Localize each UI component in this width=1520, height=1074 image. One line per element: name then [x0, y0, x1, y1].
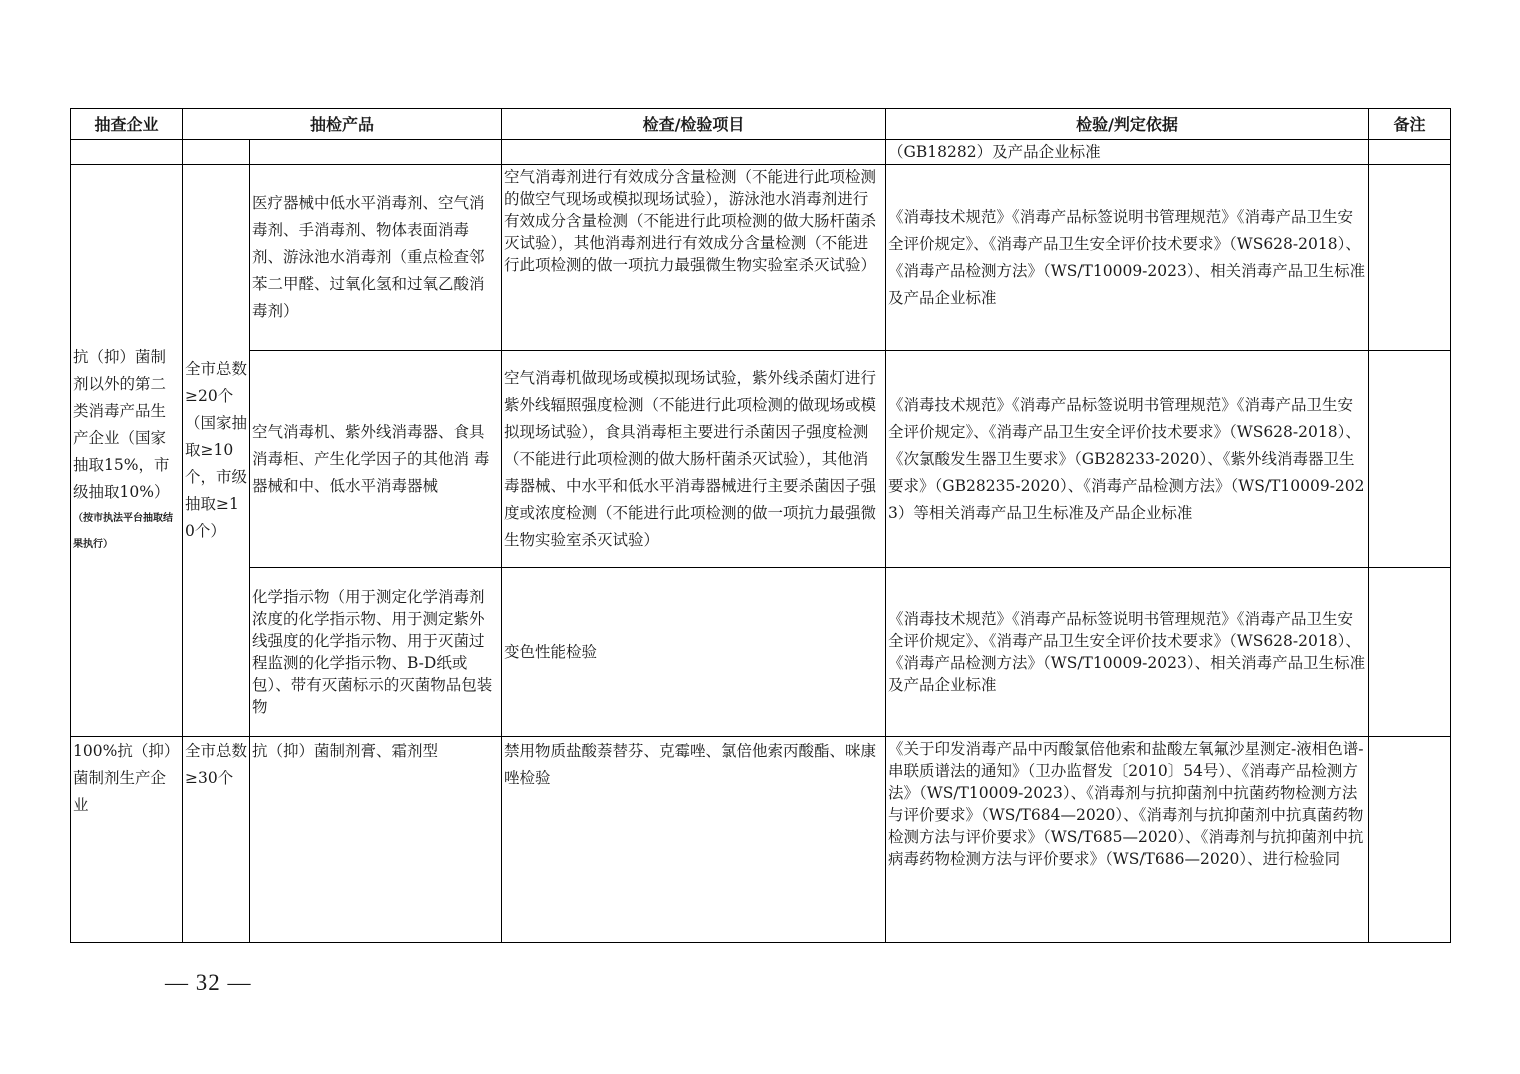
group1-company-cell — [71, 165, 183, 737]
group2-company: 100%抗（抑）菌制剂生产企业 — [71, 737, 183, 943]
inspection-table — [70, 108, 1451, 943]
table-row — [71, 737, 1451, 943]
group2-basis: 《关于印发消毒产品中丙酸氯倍他索和盐酸左氧氟沙星测定-液相色谱-串联质谱法的通知》（卫办监督发〔2010〕54号）、《消毒产品检测方法》（WS/T10009-2023）、《消毒剂与抗抑菌剂中抗菌药物检测方法与评价要求》（WS/T684—2020）、《消毒剂与抗抑菌剂中抗真菌药物检测方法与评价要求》（WS/T685—2020）、《消毒剂与抗抑菌剂中抗病毒药物检测方法与评价要求》（WS/T686—2020）、进行检验同 — [886, 737, 1369, 943]
row3-basis: 《消毒技术规范》《消毒产品标签说明书管理规范》《消毒产品卫生安全评价规定》、《消毒产品卫生安全评价技术要求》（WS628-2018）、《消毒产品检测方法》（WS/T10009-2023）、相关消毒产品卫生标准及产品企业标准 — [886, 568, 1369, 737]
page-number: — 32 — — [165, 970, 252, 995]
group1-company-note: （按市执法平台抽取结果执行） — [73, 512, 173, 550]
row1-remarks — [1369, 165, 1451, 351]
group2-product: 抗（抑）菌制剂膏、霜剂型 — [250, 737, 502, 943]
row1-basis: 《消毒技术规范》《消毒产品标签说明书管理规范》《消毒产品卫生安全评价规定》、《消毒产品卫生安全评价技术要求》（WS628-2018）、《消毒产品检测方法》（WS/T10009-2023）、相关消毒产品卫生标准及产品企业标准 — [886, 165, 1369, 351]
header-row — [71, 109, 1451, 140]
group2-remarks — [1369, 737, 1451, 943]
table-row — [71, 568, 1451, 737]
cont-company-cell — [71, 140, 183, 165]
group2-items: 禁用物质盐酸萘替芬、克霉唑、氯倍他索丙酸酯、咪康唑检验 — [502, 737, 886, 943]
row2-basis: 《消毒技术规范》《消毒产品标签说明书管理规范》《消毒产品卫生安全评价规定》、《消毒产品卫生安全评价技术要求》（WS628-2018）、《次氯酸发生器卫生要求》（GB28233-2020）、《紫外线消毒器卫生要求》（GB28235-2020）、《消毒产品检测方法》（WS/T10009-2023）等相关消毒产品卫生标准及产品企业标准 — [886, 351, 1369, 568]
group1-scope: 全市总数≥20个（国家抽取≥10个，市级抽取≥10个） — [183, 165, 250, 737]
group1-company: 抗（抑）菌制剂以外的第二类消毒产品生产企业（国家抽取15%，市级抽取10%） — [73, 347, 170, 501]
row3-remarks — [1369, 568, 1451, 737]
header-items: 检查/检验项目 — [502, 109, 886, 140]
continuation-row — [71, 140, 1451, 165]
row3-product: 化学指示物（用于测定化学消毒剂浓度的化学指示物、用于测定紫外线强度的化学指示物、用于灭菌过程监测的化学指示物、B-D纸或包）、带有灭菌标示的灭菌物品包装物 — [250, 568, 502, 737]
row2-items: 空气消毒机做现场或模拟现场试验，紫外线杀菌灯进行紫外线辐照强度检测（不能进行此项检测的做现场或模拟现场试验），食具消毒柜主要进行杀菌因子强度检测（不能进行此项检测的做大肠杆菌杀灭试验），其他消毒器械、中水平和低水平消毒器械进行主要杀菌因子强度或浓度检测（不能进行此项检测的做一项抗力最强微生物实验室杀灭试验） — [502, 351, 886, 568]
cont-remarks-cell — [1369, 140, 1451, 165]
cont-scope-cell — [183, 140, 250, 165]
cont-product-cell — [250, 140, 502, 165]
header-product: 抽检产品 — [183, 109, 502, 140]
row3-items: 变色性能检验 — [502, 568, 886, 737]
table-row — [71, 165, 1451, 351]
header-basis: 检验/判定依据 — [886, 109, 1369, 140]
table-row — [71, 351, 1451, 568]
header-remarks: 备注 — [1369, 109, 1451, 140]
row2-product: 空气消毒机、紫外线消毒器、食具消毒柜、产生化学因子的其他消 毒器械和中、低水平消毒器械 — [250, 351, 502, 568]
row1-product: 医疗器械中低水平消毒剂、空气消毒剂、手消毒剂、物体表面消毒剂、游泳池水消毒剂（重点检查邻苯二甲醛、过氧化氢和过氧乙酸消毒剂） — [250, 165, 502, 351]
cont-items-cell — [502, 140, 886, 165]
header-company: 抽查企业 — [71, 109, 183, 140]
row1-items: 空气消毒剂进行有效成分含量检测（不能进行此项检测的做空气现场或模拟现场试验），游泳池水消毒剂进行有效成分含量检测（不能进行此项检测的做大肠杆菌杀灭试验），其他消毒剂进行有效成分含量检测（不能进行此项检测的做一项抗力最强微生物实验室杀灭试验） — [502, 165, 886, 351]
cont-basis-cell: （GB18282）及产品企业标准 — [886, 140, 1369, 165]
row2-remarks — [1369, 351, 1451, 568]
group2-scope: 全市总数≥30个 — [183, 737, 250, 943]
